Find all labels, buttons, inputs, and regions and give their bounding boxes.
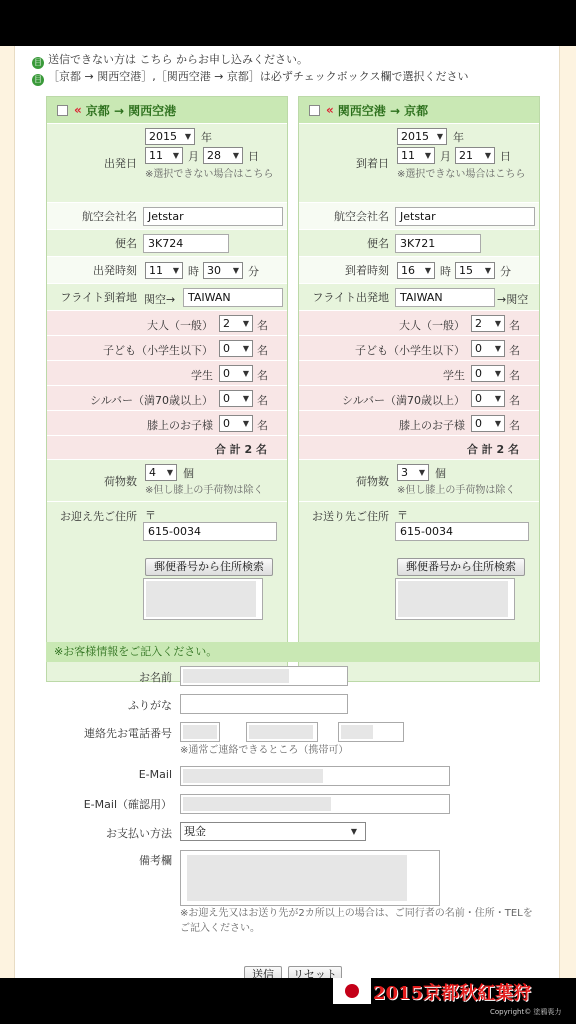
dropdown-arrow-icon: ▼: [232, 266, 239, 275]
row-total: 合 計 2 名: [47, 435, 287, 459]
double-chevron-left-icon: «: [74, 103, 82, 117]
row-destination: フライト到着地 関空→ TAIWAN: [47, 283, 287, 310]
date-note-link[interactable]: ※選択できない場合はこちら: [397, 169, 526, 180]
redacted-block: [183, 797, 331, 811]
redacted-block: [249, 725, 313, 739]
airline-input[interactable]: Jetstar: [143, 207, 283, 226]
address-textarea[interactable]: [395, 578, 515, 620]
dropdown-arrow-icon: ▼: [484, 151, 491, 160]
dropdown-arrow-icon: ▼: [494, 319, 501, 328]
adult-select[interactable]: 2 ▼: [219, 315, 253, 332]
row-senior: シルバー（満70歳以上） 0 ▼ 名: [299, 385, 539, 410]
row-luggage: 荷物数 3 ▼ 個 ※但し膝上の手荷物は除く: [299, 459, 539, 501]
row-date: 出発日 2015 ▼ 年 11 ▼ 月 28 ▼ 日 ※選択できない場合はこちら: [47, 123, 287, 202]
luggage-select[interactable]: 4 ▼: [145, 464, 177, 481]
dropdown-arrow-icon: ▼: [350, 827, 357, 836]
remarks-textarea[interactable]: [180, 850, 440, 906]
redacted-block: [183, 769, 323, 783]
student-select[interactable]: 0 ▼: [219, 365, 253, 382]
year-select[interactable]: 2015 ▼: [397, 128, 447, 145]
month-select[interactable]: 11 ▼: [145, 147, 183, 164]
dropdown-arrow-icon: ▼: [484, 266, 491, 275]
row-address: お迎え先ご住所 〒 615-0034 郵便番号から住所検索: [47, 501, 287, 681]
phone-input-1[interactable]: [180, 722, 220, 742]
origin-input[interactable]: TAIWAN: [395, 288, 495, 307]
child-select[interactable]: 0 ▼: [471, 340, 505, 357]
row-luggage: 荷物数 4 ▼ 個 ※但し膝上の手荷物は除く: [47, 459, 287, 501]
dropdown-arrow-icon: ▼: [242, 369, 249, 378]
dropdown-arrow-icon: ▼: [494, 394, 501, 403]
redacted-block: [398, 581, 508, 617]
flight-input[interactable]: 3K721: [395, 234, 481, 253]
infant-select[interactable]: 0 ▼: [471, 415, 505, 432]
airline-input[interactable]: Jetstar: [395, 207, 535, 226]
dropdown-arrow-icon: ▼: [166, 468, 173, 477]
row-date: 到着日 2015 ▼ 年 11 ▼ 月 21 ▼ 日 ※選択できない場合はこちら: [299, 123, 539, 202]
row-child: 子ども（小学生以下） 0 ▼ 名: [47, 335, 287, 360]
row-airline: 航空会社名 Jetstar: [299, 202, 539, 229]
info-icon: 目: [34, 58, 42, 67]
dropdown-arrow-icon: ▼: [184, 132, 191, 141]
address-textarea[interactable]: [143, 578, 263, 620]
dropdown-arrow-icon: ▼: [242, 394, 249, 403]
email-input[interactable]: [180, 766, 450, 786]
minute-select[interactable]: 15 ▼: [455, 262, 495, 279]
redacted-block: [341, 725, 373, 739]
row-child: 子ども（小学生以下） 0 ▼ 名: [299, 335, 539, 360]
child-select[interactable]: 0 ▼: [219, 340, 253, 357]
row-infant: 膝上のお子様 0 ▼ 名: [299, 410, 539, 435]
top-black-bar: [0, 0, 576, 46]
minute-select[interactable]: 30 ▼: [203, 262, 243, 279]
row-flight: 便名 3K724: [47, 229, 287, 256]
date-note-link[interactable]: ※選択できない場合はこちら: [145, 169, 274, 180]
row-student: 学生 0 ▼ 名: [47, 360, 287, 385]
double-chevron-left-icon: «: [326, 103, 334, 117]
dropdown-arrow-icon: ▼: [242, 419, 249, 428]
row-adult: 大人（一般） 2 ▼ 名: [47, 310, 287, 335]
redacted-block: [183, 725, 217, 739]
phone-input-2[interactable]: [246, 722, 318, 742]
dropdown-arrow-icon: ▼: [494, 369, 501, 378]
notice-checkbox: 目 ［京都 → 関西空港］,［関西空港 → 京都］は必ずチェックボックス欄で選択ください: [34, 70, 469, 84]
route-checkbox[interactable]: [309, 105, 320, 116]
senior-select[interactable]: 0 ▼: [471, 390, 505, 407]
row-address: お送り先ご住所 〒 615-0034 郵便番号から住所検索: [299, 501, 539, 681]
dropdown-arrow-icon: ▼: [494, 419, 501, 428]
row-time: 出発時刻 11 ▼ 時 30 ▼ 分: [47, 256, 287, 283]
panel-kix-to-kyoto: [298, 96, 540, 682]
row-origin: フライト出発地 TAIWAN →関空: [299, 283, 539, 310]
dropdown-arrow-icon: ▼: [418, 468, 425, 477]
notice-fallback: 目 送信できない方は こちら からお申し込みください。: [34, 53, 308, 67]
panel-kyoto-to-kix: [46, 96, 288, 682]
dropdown-arrow-icon: ▼: [172, 151, 179, 160]
senior-select[interactable]: 0 ▼: [219, 390, 253, 407]
year-select[interactable]: 2015 ▼: [145, 128, 195, 145]
month-select[interactable]: 11 ▼: [397, 147, 435, 164]
redacted-block: [146, 581, 256, 617]
redacted-block: [187, 855, 407, 901]
reset-button[interactable]: リセット: [288, 966, 342, 978]
dropdown-arrow-icon: ▼: [172, 266, 179, 275]
dropdown-arrow-icon: ▼: [436, 132, 443, 141]
row-infant: 膝上のお子様 0 ▼ 名: [47, 410, 287, 435]
dropdown-arrow-icon: ▼: [494, 344, 501, 353]
postal-search-button[interactable]: 郵便番号から住所検索: [397, 558, 525, 576]
row-adult: 大人（一般） 2 ▼ 名: [299, 310, 539, 335]
payment-select[interactable]: 現金 ▼: [180, 822, 366, 841]
japan-flag-icon: [333, 978, 371, 1004]
dropdown-arrow-icon: ▼: [424, 266, 431, 275]
panel-header: « 京都 → 関西空港: [47, 97, 287, 123]
day-select[interactable]: 28 ▼: [203, 147, 243, 164]
student-select[interactable]: 0 ▼: [471, 365, 505, 382]
form-page: 目 送信できない方は こちら からお申し込みください。 目 ［京都 → 関西空港］,［関西空港 → 京都］は必ずチェックボックス欄で選択ください « 京都 → 関西空港 出発日 2015 ▼ 年 11 ▼ 月 28 ▼ 日 ※選択できない場合はこちら 航空会社名 Jetstar 便名 3K724 出発時刻 11 ▼ 時 30 ▼ 分 フライト到着地 関空→ TAIWAN 大人（一般） 2 ▼ 名 子ども（小学生以下） 0 ▼ 名 学生 0 ▼ 名 シルバー（満70歳以上） 0 ▼ 名 膝上のお子様 0 ▼ 名 合 計 2 名 荷物数 4 ▼ 個 ※但し膝上の手荷物は除く お迎え先ご住所 〒 615-0034 郵便番号から住所検索 « 関西空港 → 京都 到着日 2015 ▼ 年 11 ▼ 月 21 ▼ 日 ※選択できない場合はこちら 航空会社名 Jetstar 便名 3K721 到着時刻 16 ▼ 時 15 ▼ 分 フライト出発地 TAIWAN →関空 大人（一般） 2 ▼ 名 子ども（小学生以下） 0 ▼ 名 学生 0 ▼ 名 シルバー（満70歳以上） 0 ▼ 名 膝上のお子様 0 ▼ 名 合 計 2 名 荷物数 3 ▼ 個 ※但し膝上の手荷物は除く お送り先ご住所 〒 615-0034 郵便番号から住所検索 ※お客様情報をご記入ください。 お名前 ふりがな 連絡先お電話番号 ※通常ご連絡できるところ（携帯可） E-Mail E-Mail（確認用） お支払い方法 現金 ▼ 備考欄 ※お迎え先又はお送り先が2カ所以上の場合は、ご同行者の名前・住所・TELをご記入ください。 送信 リセット: [0, 46, 576, 978]
postal-input[interactable]: 615-0034: [395, 522, 529, 541]
day-select[interactable]: 21 ▼: [455, 147, 495, 164]
route-checkbox[interactable]: [57, 105, 68, 116]
name-input[interactable]: [180, 666, 348, 686]
luggage-select[interactable]: 3 ▼: [397, 464, 429, 481]
flight-input[interactable]: 3K724: [143, 234, 229, 253]
watermark-copyright: Copyright© 塗鴉喪力: [490, 1008, 562, 1016]
postal-input[interactable]: 615-0034: [143, 522, 277, 541]
infant-select[interactable]: 0 ▼: [219, 415, 253, 432]
info-icon: 目: [34, 75, 42, 84]
dropdown-arrow-icon: ▼: [242, 344, 249, 353]
postal-search-button[interactable]: 郵便番号から住所検索: [145, 558, 273, 576]
row-time: 到着時刻 16 ▼ 時 15 ▼ 分: [299, 256, 539, 283]
dropdown-arrow-icon: ▼: [424, 151, 431, 160]
hour-select[interactable]: 11 ▼: [145, 262, 183, 279]
row-flight: 便名 3K721: [299, 229, 539, 256]
row-airline: 航空会社名 Jetstar: [47, 202, 287, 229]
row-student: 学生 0 ▼ 名: [299, 360, 539, 385]
row-senior: シルバー（満70歳以上） 0 ▼ 名: [47, 385, 287, 410]
dropdown-arrow-icon: ▼: [242, 319, 249, 328]
row-total: 合 計 2 名: [299, 435, 539, 459]
furigana-input[interactable]: [180, 694, 348, 714]
adult-select[interactable]: 2 ▼: [471, 315, 505, 332]
email-confirm-input[interactable]: [180, 794, 450, 814]
redacted-block: [183, 669, 289, 683]
customer-section-header: ※お客様情報をご記入ください。: [46, 642, 540, 662]
phone-input-3[interactable]: [338, 722, 404, 742]
hour-select[interactable]: 16 ▼: [397, 262, 435, 279]
panel-header: « 関西空港 → 京都: [299, 97, 539, 123]
watermark-title: 2015京都秋紅葉狩: [373, 983, 532, 1004]
submit-button[interactable]: 送信: [244, 966, 282, 978]
destination-input[interactable]: TAIWAN: [183, 288, 283, 307]
dropdown-arrow-icon: ▼: [232, 151, 239, 160]
